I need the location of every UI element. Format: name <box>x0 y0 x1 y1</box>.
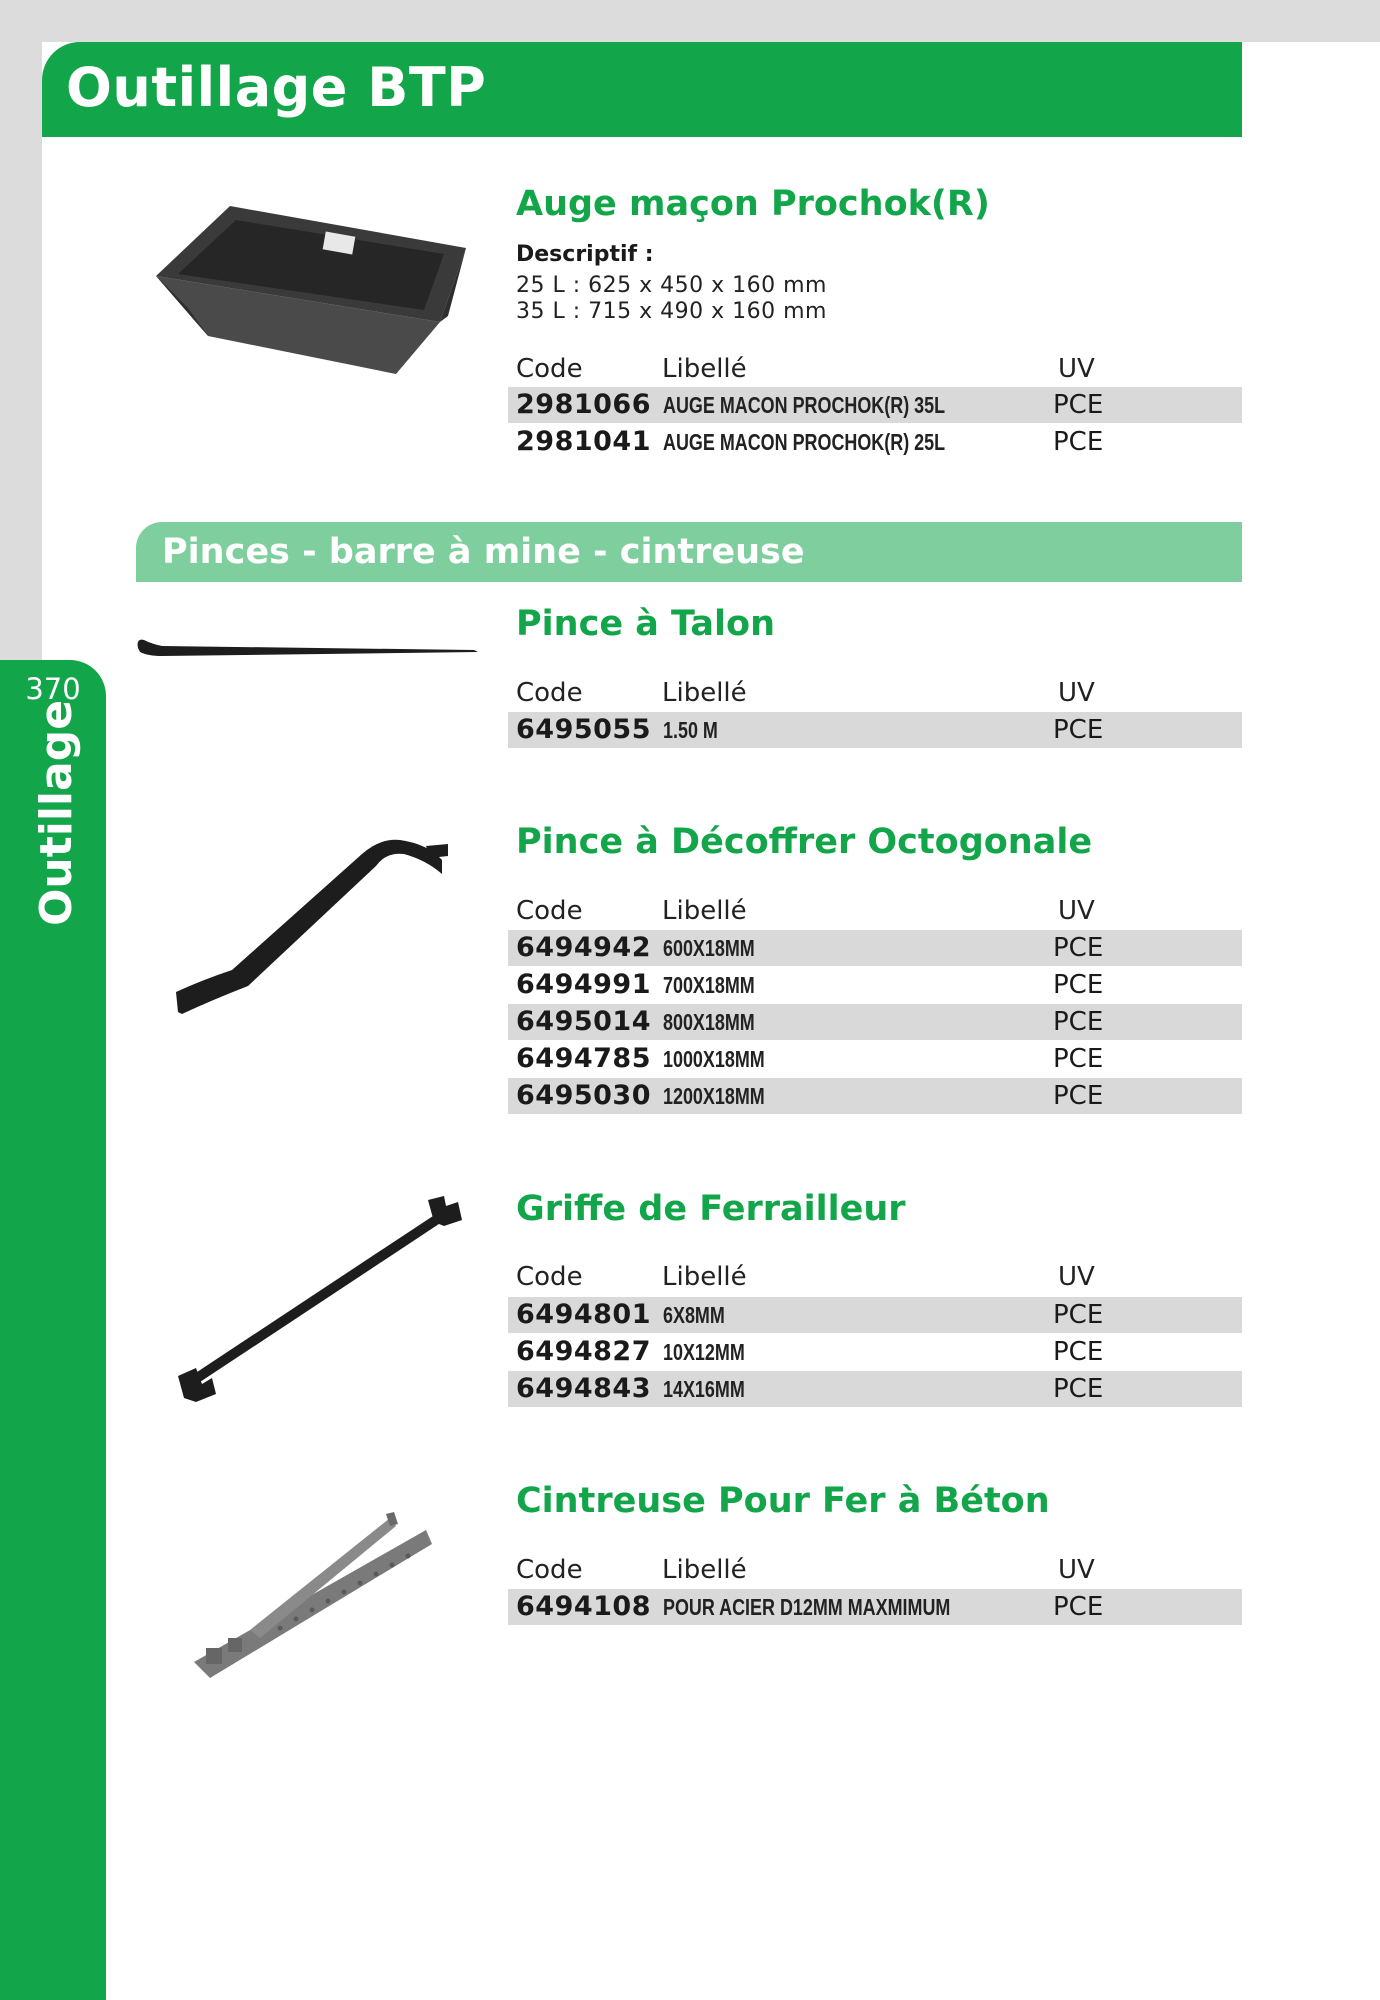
category-title: Pinces - barre à mine - cintreuse <box>162 532 805 572</box>
row-uv: PCE <box>1053 715 1104 745</box>
formwork-bar-icon <box>172 830 452 1020</box>
product-title: Auge maçon Prochok(R) <box>516 184 990 224</box>
product-title: Pince à Talon <box>516 604 775 644</box>
column-header-libelle: Libellé <box>662 1555 747 1585</box>
column-header-code: Code <box>516 678 583 708</box>
row-code: 6495030 <box>516 1080 652 1111</box>
row-libelle: AUGE MACON PROCHOK(R) 25L <box>663 429 946 455</box>
table-row <box>508 1334 1242 1370</box>
row-libelle: 1000X18MM <box>663 1046 765 1072</box>
column-header-code: Code <box>516 354 583 384</box>
page-number: 370 <box>25 672 81 706</box>
column-header-libelle: Libellé <box>662 1262 747 1292</box>
row-libelle: 800X18MM <box>663 1009 755 1035</box>
table-row <box>508 930 1242 966</box>
row-libelle: 14X16MM <box>663 1376 745 1402</box>
side-section-label: Outillage <box>31 699 82 926</box>
row-uv: PCE <box>1053 1300 1104 1330</box>
table-row <box>508 1004 1242 1040</box>
column-header-uv: UV <box>1058 354 1095 384</box>
descriptif-label: Descriptif : <box>516 242 654 267</box>
row-code: 6494827 <box>516 1336 652 1367</box>
column-header-code: Code <box>516 896 583 926</box>
row-libelle: AUGE MACON PROCHOK(R) 35L <box>663 392 946 418</box>
row-uv: PCE <box>1053 933 1104 963</box>
rebar-bender-bar-icon <box>172 1192 472 1406</box>
row-uv: PCE <box>1053 427 1104 457</box>
table-row <box>508 1589 1242 1625</box>
column-header-uv: UV <box>1058 1262 1095 1292</box>
table-row <box>508 1078 1242 1114</box>
row-libelle: 700X18MM <box>663 972 755 998</box>
product-title: Pince à Décoffrer Octogonale <box>516 822 1093 862</box>
row-code: 6495014 <box>516 1006 652 1037</box>
descriptif-line: 25 L : 625 x 450 x 160 mm <box>516 273 827 298</box>
descriptif-line: 35 L : 715 x 490 x 160 mm <box>516 299 827 324</box>
column-header-libelle: Libellé <box>662 354 747 384</box>
column-header-code: Code <box>516 1262 583 1292</box>
row-code: 6494785 <box>516 1043 652 1074</box>
row-libelle: POUR ACIER D12MM MAXMIMUM <box>663 1594 951 1620</box>
row-code: 2981066 <box>516 389 652 420</box>
row-code: 6494108 <box>516 1591 652 1622</box>
column-header-uv: UV <box>1058 896 1095 926</box>
row-uv: PCE <box>1053 1081 1104 1111</box>
row-code: 6495055 <box>516 714 652 745</box>
row-libelle: 600X18MM <box>663 935 755 961</box>
table-row <box>508 967 1242 1003</box>
row-code: 6494942 <box>516 932 652 963</box>
table-row <box>508 712 1242 748</box>
page-title: Outillage BTP <box>66 56 487 119</box>
column-header-libelle: Libellé <box>662 896 747 926</box>
row-code: 2981041 <box>516 426 652 457</box>
left-gray-band <box>0 0 42 660</box>
mason-trough-icon <box>148 198 468 378</box>
table-row <box>508 1041 1242 1077</box>
row-libelle: 6X8MM <box>663 1302 725 1328</box>
table-row <box>508 1297 1242 1333</box>
row-uv: PCE <box>1053 1592 1104 1622</box>
row-uv: PCE <box>1053 1007 1104 1037</box>
table-row <box>508 1371 1242 1407</box>
row-uv: PCE <box>1053 1337 1104 1367</box>
column-header-code: Code <box>516 1555 583 1585</box>
row-code: 6494843 <box>516 1373 652 1404</box>
column-header-uv: UV <box>1058 678 1095 708</box>
row-uv: PCE <box>1053 1374 1104 1404</box>
product-title: Cintreuse Pour Fer à Béton <box>516 1481 1050 1521</box>
row-uv: PCE <box>1053 390 1104 420</box>
row-libelle: 1200X18MM <box>663 1083 765 1109</box>
product-title: Griffe de Ferrailleur <box>516 1189 906 1229</box>
crowbar-icon <box>134 630 480 666</box>
row-uv: PCE <box>1053 1044 1104 1074</box>
column-header-libelle: Libellé <box>662 678 747 708</box>
row-code: 6494801 <box>516 1299 652 1330</box>
rebar-bender-icon <box>190 1510 440 1682</box>
row-libelle: 10X12MM <box>663 1339 745 1365</box>
row-uv: PCE <box>1053 970 1104 1000</box>
row-libelle: 1.50 M <box>663 717 718 743</box>
column-header-uv: UV <box>1058 1555 1095 1585</box>
row-code: 6494991 <box>516 969 652 1000</box>
table-row <box>508 387 1242 423</box>
top-gray-band <box>0 0 1380 42</box>
table-row <box>508 424 1242 460</box>
